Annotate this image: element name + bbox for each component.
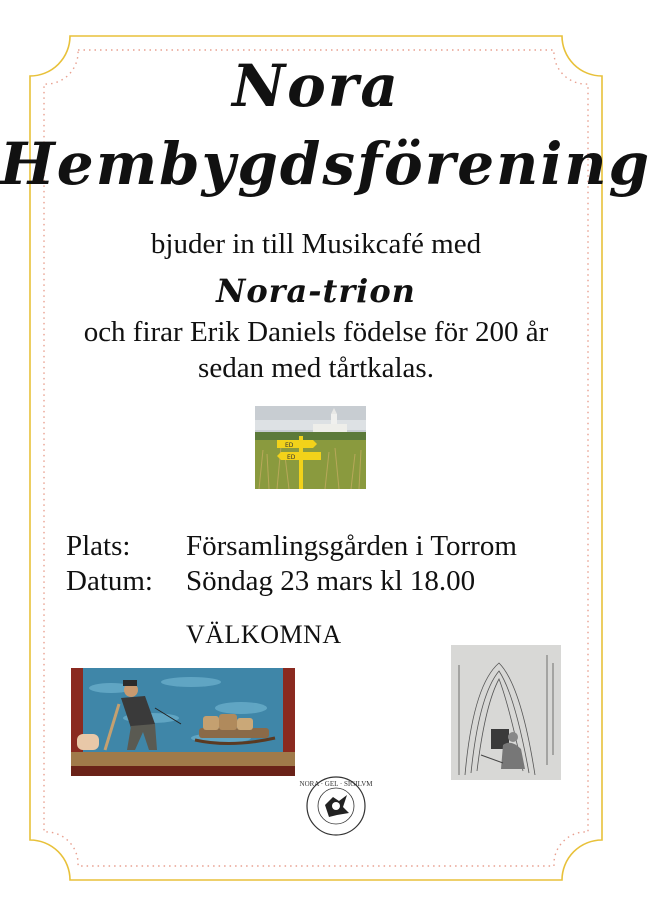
- title-line-2: Hembygdsförening: [0, 130, 651, 198]
- welcome-text: VÄLKOMNA: [186, 620, 342, 649]
- celebration-line-2: sedan med tårtkalas.: [198, 352, 434, 384]
- charcoal-kiln-sketch: [451, 645, 561, 780]
- date-value: Söndag 23 mars kl 18.00: [186, 565, 476, 597]
- invite-line: bjuder in till Musikcafé med: [150, 228, 482, 260]
- band-name: Nora-trion: [216, 272, 416, 310]
- celebration-line-1: och firar Erik Daniels födelse för 200 år: [83, 316, 549, 348]
- wood-carving-photo: [71, 668, 295, 776]
- place-value: Församlingsgården i Torrom: [186, 530, 517, 562]
- title-line-1: Nora: [232, 52, 400, 120]
- seal-text: NORA · GEL · SIGILVM: [299, 780, 373, 788]
- signpost-photo: [255, 406, 366, 489]
- association-seal: [299, 775, 373, 837]
- place-label: Plats:: [66, 530, 131, 562]
- sign-label-top: ED: [285, 442, 294, 449]
- sign-label-bottom: ED: [287, 454, 296, 461]
- date-label: Datum:: [66, 565, 153, 597]
